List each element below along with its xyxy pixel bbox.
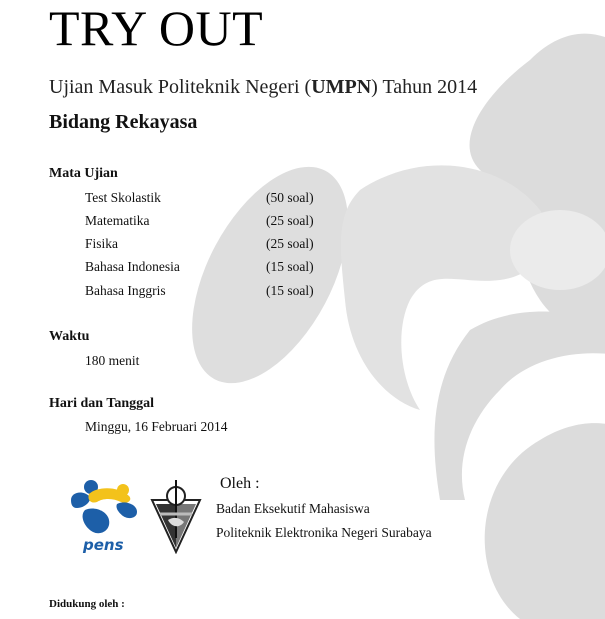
subject-count: (15 soal) bbox=[266, 283, 314, 298]
subject-row bbox=[85, 236, 314, 252]
subject-row bbox=[85, 283, 314, 299]
subject-row bbox=[85, 213, 314, 229]
field-heading: Bidang Rekayasa bbox=[49, 111, 198, 133]
organizer-line-1: Badan Eksekutif Mahasiswa bbox=[216, 501, 370, 516]
subject-name: Bahasa Indonesia bbox=[85, 259, 180, 274]
time-value: 180 menit bbox=[85, 353, 140, 368]
subject-row bbox=[85, 190, 314, 206]
organizer-line-2: Politeknik Elektronika Negeri Surabaya bbox=[216, 525, 432, 540]
time-label: Waktu bbox=[49, 329, 90, 344]
page-title: TRY OUT bbox=[49, 0, 264, 56]
pens-logo-text: pens bbox=[83, 536, 124, 554]
exam-subtitle: Ujian Masuk Politeknik Negeri (UMPN) Tahun 2014 bbox=[49, 76, 478, 98]
subject-count: (50 soal) bbox=[266, 190, 314, 205]
subject-count: (25 soal) bbox=[266, 236, 314, 251]
support-label: Didukung oleh : bbox=[49, 598, 125, 610]
date-label: Hari dan Tanggal bbox=[49, 396, 155, 411]
subject-name: Fisika bbox=[85, 236, 119, 251]
organizer-label: Oleh : bbox=[220, 475, 260, 492]
subject-name: Test Skolastik bbox=[85, 190, 161, 205]
subject-count: (25 soal) bbox=[266, 213, 314, 228]
subject-name: Bahasa Inggris bbox=[85, 283, 166, 298]
subject-name: Matematika bbox=[85, 213, 150, 228]
crest-emblem-icon bbox=[146, 478, 206, 554]
pens-logo-icon bbox=[63, 478, 145, 554]
subjects-label: Mata Ujian bbox=[49, 166, 118, 181]
subject-count: (15 soal) bbox=[266, 259, 314, 274]
date-value: Minggu, 16 Februari 2014 bbox=[85, 419, 228, 434]
subject-row bbox=[85, 259, 314, 275]
